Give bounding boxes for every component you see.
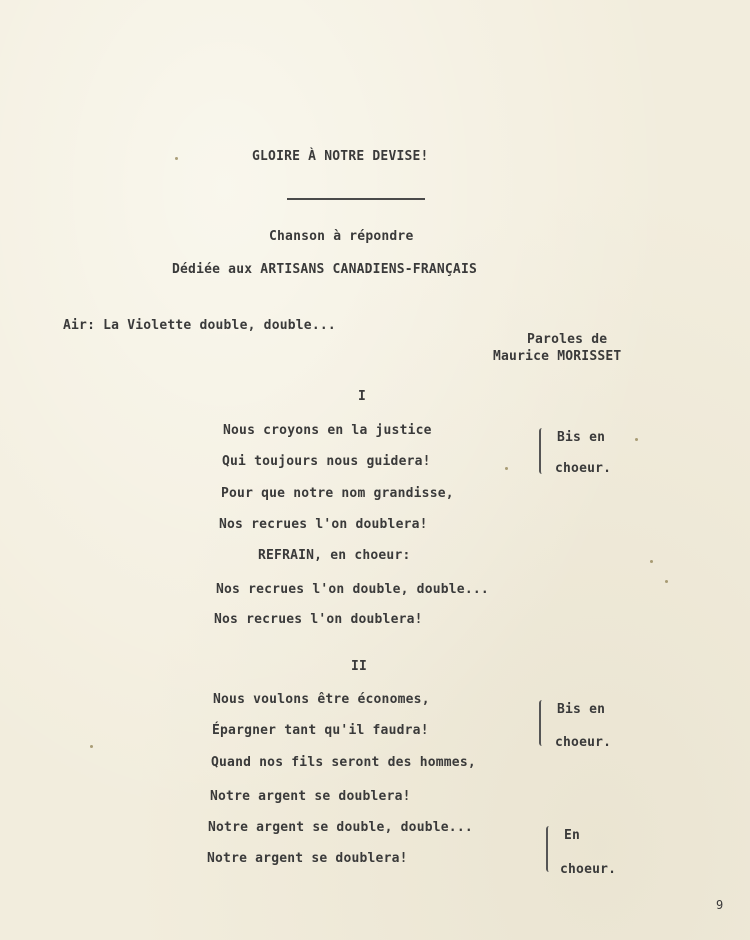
dedication-line: Dédiée aux ARTISANS CANADIENS-FRANÇAIS <box>172 262 478 277</box>
en-choeur-brace <box>546 826 552 872</box>
verse-1-bis-label: Bis en <box>557 430 606 445</box>
verse-1-line-4: Nos recrues l'on doublera! <box>219 517 428 532</box>
song-title: GLOIRE À NOTRE DEVISE! <box>252 149 429 164</box>
refrain-line-2: Nos recrues l'on doublera! <box>214 612 423 627</box>
verse-2-line-3: Quand nos fils seront des hommes, <box>211 755 476 770</box>
verse-1-line-2: Qui toujours nous guidera! <box>222 454 431 469</box>
verse-2-line-5: Notre argent se double, double... <box>208 820 473 835</box>
bis-brace <box>539 428 545 474</box>
paper-speck <box>635 438 638 441</box>
bis-brace <box>539 700 545 746</box>
paper-speck <box>90 745 93 748</box>
verse-2-line-6: Notre argent se doublera! <box>207 851 408 866</box>
verse-2-line-1: Nous voulons être économes, <box>213 692 430 707</box>
page-number: 9 <box>716 898 724 912</box>
verse-2-en-choeur: choeur. <box>560 862 617 877</box>
song-subtitle: Chanson à répondre <box>269 229 414 244</box>
verse-1-line-3: Pour que notre nom grandisse, <box>221 486 454 501</box>
verse-2-bis-choeur: choeur. <box>555 735 612 750</box>
paper-speck <box>505 467 508 470</box>
verse-1-bis-choeur: choeur. <box>555 461 612 476</box>
lyricist-name: Maurice MORISSET <box>493 349 622 364</box>
verse-2-numeral: II <box>351 659 368 674</box>
refrain-line-1: Nos recrues l'on double, double... <box>216 582 489 597</box>
verse-1-numeral: I <box>358 389 367 404</box>
lyricist-label: Paroles de <box>527 332 608 347</box>
refrain-label: REFRAIN, en choeur: <box>258 548 411 563</box>
title-underline <box>287 198 425 200</box>
paper-speck <box>650 560 653 563</box>
air-line: Air: La Violette double, double... <box>63 318 336 333</box>
paper-speck <box>665 580 668 583</box>
verse-2-bis-label: Bis en <box>557 702 606 717</box>
verse-2-line-2: Épargner tant qu'il faudra! <box>212 723 429 738</box>
paper-speck <box>175 157 178 160</box>
verse-1-line-1: Nous croyons en la justice <box>223 423 432 438</box>
verse-2-en-label: En <box>564 828 581 843</box>
verse-2-line-4: Notre argent se doublera! <box>210 789 411 804</box>
